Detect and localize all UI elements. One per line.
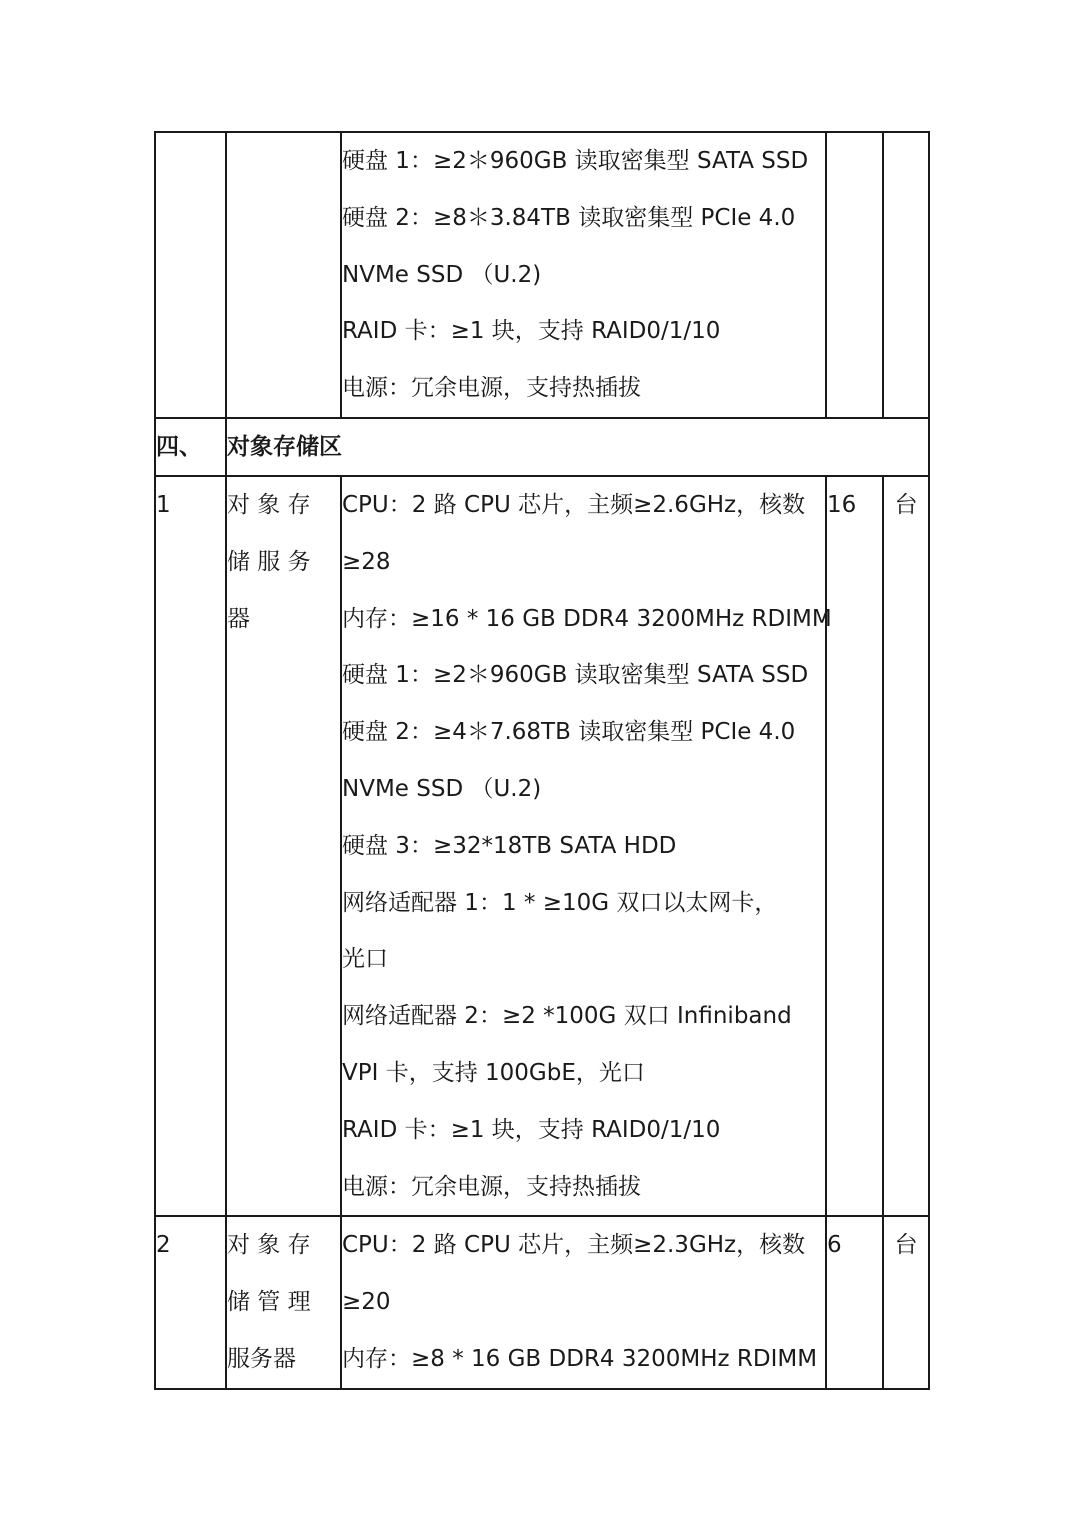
cell-desc — [341, 1216, 826, 1388]
desc-line: 网络适配器 1：1 * ≥10G 双口以太网卡， — [342, 889, 778, 916]
name-line: 对 象 存 — [227, 1232, 311, 1259]
desc-line: 电源：冗余电源，支持热插拔 — [342, 375, 641, 402]
desc-line: 电源：冗余电源，支持热插拔 — [342, 1173, 641, 1200]
desc-line: 光口 — [342, 946, 388, 973]
name-line: 对 象 存 — [227, 491, 311, 518]
spec-table — [154, 131, 930, 1390]
name-line: 器 — [227, 605, 250, 632]
desc-line: NVMe SSD （U.2) — [342, 261, 542, 288]
desc-line: RAID 卡：≥1 块，支持 RAID0/1/10 — [342, 318, 721, 345]
desc-line: 硬盘 3：≥32*18TB SATA HDD — [342, 832, 677, 859]
desc-line: 硬盘 2：≥8＊3.84TB 读取密集型 PCIe 4.0 — [342, 204, 796, 231]
cell-name — [226, 476, 341, 1216]
table-row — [155, 1216, 929, 1388]
cell-unit: 台 — [883, 476, 929, 1216]
table-row — [155, 476, 929, 1216]
desc-line: VPI 卡，支持 100GbE，光口 — [342, 1059, 645, 1086]
desc-line: 内存：≥16 * 16 GB DDR4 3200MHz RDIMM — [342, 605, 832, 632]
name-line: 储 管 理 — [227, 1289, 311, 1316]
desc-line: 硬盘 1：≥2＊960GB 读取密集型 SATA SSD — [342, 662, 809, 689]
section-title: 对象存储区 — [226, 418, 929, 476]
desc-line: NVMe SSD （U.2) — [342, 775, 542, 802]
desc-line: 网络适配器 2：≥2 *100G 双口 Infiniband — [342, 1003, 792, 1030]
desc-line: CPU：2 路 CPU 芯片，主频≥2.3GHz，核数 — [342, 1232, 806, 1259]
desc-line: 内存：≥8 * 16 GB DDR4 3200MHz RDIMM — [342, 1345, 818, 1372]
table-section-row — [155, 418, 929, 476]
cell-no — [155, 132, 226, 418]
cell-name — [226, 132, 341, 418]
name-line: 储 服 务 — [227, 548, 311, 575]
cell-qty: 6 — [826, 1216, 883, 1388]
desc-line: ≥20 — [342, 1289, 391, 1316]
cell-qty: 16 — [826, 476, 883, 1216]
section-number: 四、 — [155, 418, 226, 476]
cell-no: 2 — [155, 1216, 226, 1388]
desc-line: 硬盘 2：≥4＊7.68TB 读取密集型 PCIe 4.0 — [342, 719, 796, 746]
cell-unit: 台 — [883, 1216, 929, 1388]
cell-desc — [341, 132, 826, 418]
cell-unit — [883, 132, 929, 418]
desc-line: 硬盘 1：≥2＊960GB 读取密集型 SATA SSD — [342, 148, 809, 174]
desc-line: ≥28 — [342, 548, 391, 575]
table-row-continuation — [155, 132, 929, 418]
desc-line: RAID 卡：≥1 块，支持 RAID0/1/10 — [342, 1116, 721, 1143]
cell-no: 1 — [155, 476, 226, 1216]
cell-name — [226, 1216, 341, 1388]
cell-desc — [341, 476, 832, 1216]
desc-line: CPU：2 路 CPU 芯片，主频≥2.6GHz，核数 — [342, 491, 806, 518]
name-line: 服务器 — [227, 1345, 296, 1372]
cell-qty — [826, 132, 883, 418]
